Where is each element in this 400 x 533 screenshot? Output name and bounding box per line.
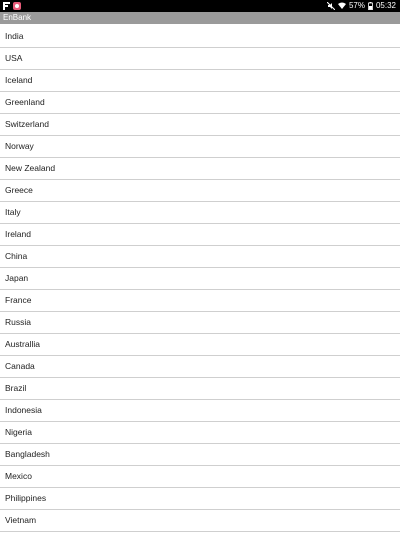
list-item[interactable]: Nigeria [0, 422, 400, 444]
list-item[interactable]: Vietnam [0, 510, 400, 532]
list-item[interactable]: Iceland [0, 70, 400, 92]
list-item[interactable]: Brazil [0, 378, 400, 400]
mute-icon [327, 2, 335, 10]
list-item[interactable]: Greece [0, 180, 400, 202]
list-item[interactable]: Philippines [0, 488, 400, 510]
list-item[interactable]: Russia [0, 312, 400, 334]
list-item[interactable]: Canada [0, 356, 400, 378]
list-item[interactable]: USA [0, 48, 400, 70]
app-title: EnBank [3, 13, 32, 22]
battery-icon [368, 2, 373, 10]
list-item[interactable]: Indonesia [0, 400, 400, 422]
app-title-bar [0, 12, 400, 24]
flipboard-notification-icon [3, 2, 10, 10]
list-item[interactable]: India [0, 26, 400, 48]
list-item[interactable]: Norway [0, 136, 400, 158]
list-item[interactable]: Bangladesh [0, 444, 400, 466]
list-item[interactable]: Japan [0, 268, 400, 290]
status-bar [0, 0, 400, 12]
list-item[interactable]: Ireland [0, 224, 400, 246]
country-list[interactable] [0, 26, 400, 532]
clock: 05:32 [375, 1, 396, 10]
list-item[interactable]: Australlia [0, 334, 400, 356]
list-item[interactable]: Greenland [0, 92, 400, 114]
wifi-icon [338, 2, 346, 10]
app-notification-icon [13, 2, 21, 10]
list-item[interactable]: Switzerland [0, 114, 400, 136]
list-item[interactable]: Mexico [0, 466, 400, 488]
list-item[interactable]: China [0, 246, 400, 268]
list-item[interactable]: Italy [0, 202, 400, 224]
list-item[interactable]: New Zealand [0, 158, 400, 180]
list-item[interactable]: France [0, 290, 400, 312]
battery-percent: 57% [348, 1, 365, 10]
